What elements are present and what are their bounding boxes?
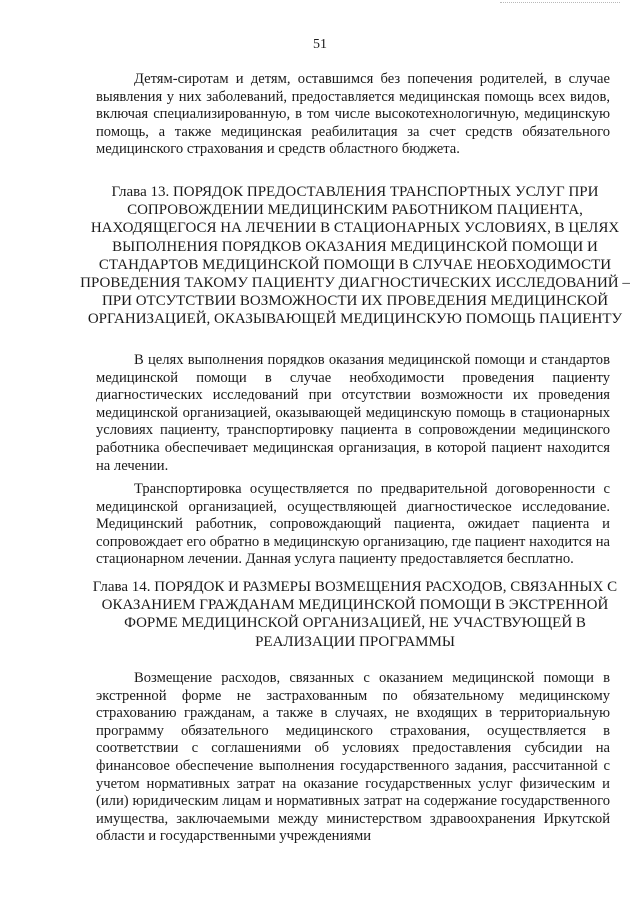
paragraph-expense-reimbursement: Возмещение расходов, связанных с оказанием медицинской помощи в экстренной форме не застрахованным по обязательному медицинскому страхованию гражданам, а также в случаях, не входящих в территориальную программу обязательного медицинского страхования, осуществляется в соответствии с соглашениями об условиях предоставления субсидии на финансовое обеспечение выполнения государственного задания, рассчитанной с учетом нормативных затрат на оказание государственных услуг физическим и (или) юридическим лицам и нормативных затрат на содержание государственного имущества, заключаемыми между министерством здравоохранения Иркутской области и государственными учреждениями — [96, 670, 610, 845]
paragraph-orphans-care: Детям-сиротам и детям, оставшимся без попечения родителей, в случае выявления у них заболеваний, предоставляется медицинская помощь всех видов, включая специализированную, в том числе высокотехнологичную, медицинскую помощь, а также медицинская реабилитация за счет средств обязательного медицинского страхования и средств областного бюджета. — [96, 71, 610, 158]
paragraph-transport-procedure: Транспортировка осуществляется по предварительной договоренности с медицинской организацией, осуществляющей диагностическое исследование. Медицинский работник, сопровождающий пациента, ожидает пациента и сопровождает его обратно в медицинскую организацию, где пациент находится на стационарном лечении. Данная услуга пациенту предоставляется бесплатно. — [96, 481, 610, 568]
page-number: 51 — [313, 37, 327, 52]
chapter-14-heading: Глава 14. ПОРЯДОК И РАЗМЕРЫ ВОЗМЕЩЕНИЯ РАСХОДОВ, СВЯЗАННЫХ С ОКАЗАНИЕМ ГРАЖДАНАМ МЕДИЦИНСКОЙ ПОМОЩИ В ЭКСТРЕННОЙ ФОРМЕ МЕДИЦИНСКОЙ ОРГАНИЗАЦИЕЙ, НЕ УЧАСТВУЮЩЕЙ В РЕАЛИЗАЦИИ ПРОГРАММЫ — [92, 579, 618, 650]
chapter-13-heading: Глава 13. ПОРЯДОК ПРЕДОСТАВЛЕНИЯ ТРАНСПОРТНЫХ УСЛУГ ПРИ СОПРОВОЖДЕНИИ МЕДИЦИНСКИМ РАБОТНИКОМ ПАЦИЕНТА, НАХОДЯЩЕГОСЯ НА ЛЕЧЕНИИ В СТАЦИОНАРНЫХ УСЛОВИЯХ, В ЦЕЛЯХ ВЫПОЛНЕНИЯ ПОРЯДКОВ ОКАЗАНИЯ МЕДИЦИНСКОЙ ПОМОЩИ И СТАНДАРТОВ МЕДИЦИНСКОЙ ПОМОЩИ В СЛУЧАЕ НЕОБХОДИМОСТИ ПРОВЕДЕНИЯ ТАКОМУ ПАЦИЕНТУ ДИАГНОСТИЧЕСКИХ ИССЛЕДОВАНИЙ – ПРИ ОТСУТСТВИИ ВОЗМОЖНОСТИ ИХ ПРОВЕДЕНИЯ МЕДИЦИНСКОЙ ОРГАНИЗАЦИЕЙ, ОКАЗЫВАЮЩЕЙ МЕДИЦИНСКУЮ ПОМОЩЬ ПАЦИЕНТУ — [80, 184, 630, 328]
scan-artifact — [500, 2, 620, 5]
paragraph-transport-purpose: В целях выполнения порядков оказания медицинской помощи и стандартов медицинской помощи в случае необходимости проведения пациенту диагностических исследований при отсутствии возможности их проведения медицинской организацией, оказывающей медицинскую помощь в стационарных условиях пациенту, транспортировку пациента в сопровождении медицинского работника обеспечивает медицинская организация, в которой пациент находится на лечении. — [96, 352, 610, 474]
